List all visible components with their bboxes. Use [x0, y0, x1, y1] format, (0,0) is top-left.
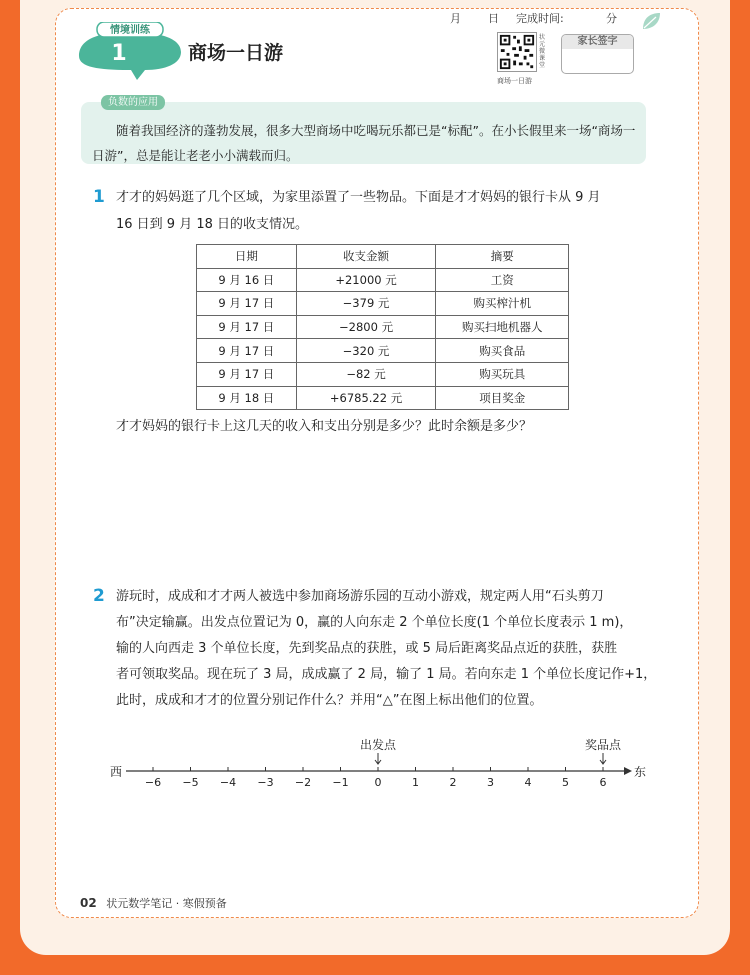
cell-date: 9 月 17 日 — [197, 339, 297, 363]
badge-caption: 情境训练 — [110, 25, 150, 36]
day-label: 日 — [488, 12, 499, 25]
number-line-tick-label: −5 — [182, 776, 199, 789]
parent-signature-label: 家长签字 — [562, 35, 633, 49]
table-header-row — [197, 245, 569, 269]
table-row — [197, 362, 569, 386]
leaf-icon — [640, 10, 662, 32]
qr-side-text: 状元微课堂 — [539, 34, 546, 69]
cell-amount: −2800 元 — [296, 315, 436, 339]
number-line-arrow — [624, 767, 632, 775]
question-1-line-1: 才才的妈妈逛了几个区域，为家里添置了一些物品。下面是才才妈妈的银行卡从 9 月 — [116, 190, 601, 205]
question-1-number: 1 — [93, 187, 105, 207]
minute-label: 分 — [606, 12, 617, 25]
number-line-tick-label: −3 — [257, 776, 274, 789]
question-2-line-5: 此时，成成和才才的位置分别记作什么？并用“△”在图上标出他们的位置。 — [116, 693, 543, 708]
question-2-line-4: 者可领取奖品。现在玩了 3 局，成成赢了 2 局，输了 1 局。若向东走 1 个单位长度记作+1， — [116, 667, 657, 682]
number-line-tick-label: −2 — [294, 776, 312, 789]
number-line-tick-label: 4 — [524, 776, 532, 789]
table-row — [197, 386, 569, 410]
number-line-tick-label: 5 — [562, 776, 569, 789]
lesson-badge — [75, 22, 185, 80]
question-2-line-3: 输的人向西走 3 个单位长度，先到奖品点的获胜，或 5 局后距离奖品点近的获胜，获胜 — [116, 641, 618, 656]
question-2-line-1: 游玩时，成成和才才两人被选中参加商场游乐园的互动小游戏，规定两人用“石头剪刀 — [116, 589, 604, 604]
cell-summary: 购买榨汁机 — [436, 292, 569, 316]
cell-summary: 购买食品 — [436, 339, 569, 363]
intro-tag: 负数的应用 — [101, 95, 165, 110]
start-point-label: 出发点 — [359, 738, 397, 752]
question-1-prompt: 才才妈妈的银行卡上这几天的收入和支出分别是多少？此时余额是多少？ — [116, 419, 533, 434]
qr-code-icon[interactable] — [497, 32, 537, 72]
header-date: 日期 — [197, 245, 297, 269]
cell-summary: 项目奖金 — [436, 386, 569, 410]
transaction-table — [196, 244, 569, 410]
time-label: 完成时间: — [516, 12, 564, 25]
west-label: 西 — [110, 765, 123, 779]
cell-date: 9 月 17 日 — [197, 362, 297, 386]
table-row — [197, 339, 569, 363]
number-line-tick-label: −4 — [219, 776, 237, 789]
cell-date: 9 月 17 日 — [197, 292, 297, 316]
number-line-tick-label: 1 — [412, 776, 419, 789]
prize-point-label: 奖品点 — [584, 738, 622, 752]
table-row — [197, 268, 569, 292]
question-2-line-2: 布”决定输赢。出发点位置记为 0，赢的人向东走 2 个单位长度(1 个单位长度表示 1 m)， — [116, 615, 633, 630]
badge-number: 1 — [111, 41, 127, 66]
start-point-pointer — [375, 753, 381, 764]
page-footer — [80, 895, 227, 911]
lesson-title: 商场一日游 — [188, 42, 284, 64]
header-amount: 收支金额 — [296, 245, 436, 269]
prize-point-pointer — [600, 753, 606, 764]
parent-signature-box[interactable] — [561, 34, 634, 74]
book-title: 状元数学笔记 · 寒假预备 — [106, 897, 227, 910]
cell-amount: −82 元 — [296, 362, 436, 386]
number-line-tick-label: 6 — [599, 776, 607, 789]
cell-amount: +21000 元 — [296, 268, 436, 292]
number-line-tick-label: 2 — [449, 776, 457, 789]
cell-amount: +6785.22 元 — [296, 386, 436, 410]
cell-amount: −379 元 — [296, 292, 436, 316]
cell-date: 9 月 18 日 — [197, 386, 297, 410]
page-number: 02 — [80, 896, 97, 910]
cell-amount: −320 元 — [296, 339, 436, 363]
table-row — [197, 292, 569, 316]
number-line-tick-label: 0 — [374, 776, 382, 789]
question-2-number: 2 — [93, 586, 105, 606]
intro-text: 随着我国经济的蓬勃发展，很多大型商场中吃喝玩乐都已是“标配”。在小长假里来一场“商场一日游”，总是能让老老小小满载而归。 — [92, 123, 636, 163]
cell-summary: 购买扫地机器人 — [436, 315, 569, 339]
month-label: 月 — [450, 12, 461, 25]
number-line-tick-label: −1 — [332, 776, 349, 789]
cell-date: 9 月 16 日 — [197, 268, 297, 292]
number-line-tick-label: −6 — [144, 776, 162, 789]
number-line-tick-label: 3 — [487, 776, 494, 789]
cell-summary: 工资 — [436, 268, 569, 292]
table-row — [197, 315, 569, 339]
header-summary: 摘要 — [436, 245, 569, 269]
number-line — [110, 735, 650, 795]
cell-date: 9 月 17 日 — [197, 315, 297, 339]
question-1-line-2: 16 日到 9 月 18 日的收支情况。 — [116, 217, 309, 232]
cell-summary: 购买玩具 — [436, 362, 569, 386]
qr-caption: 商场一日游 — [497, 77, 532, 85]
east-label: 东 — [634, 765, 647, 779]
